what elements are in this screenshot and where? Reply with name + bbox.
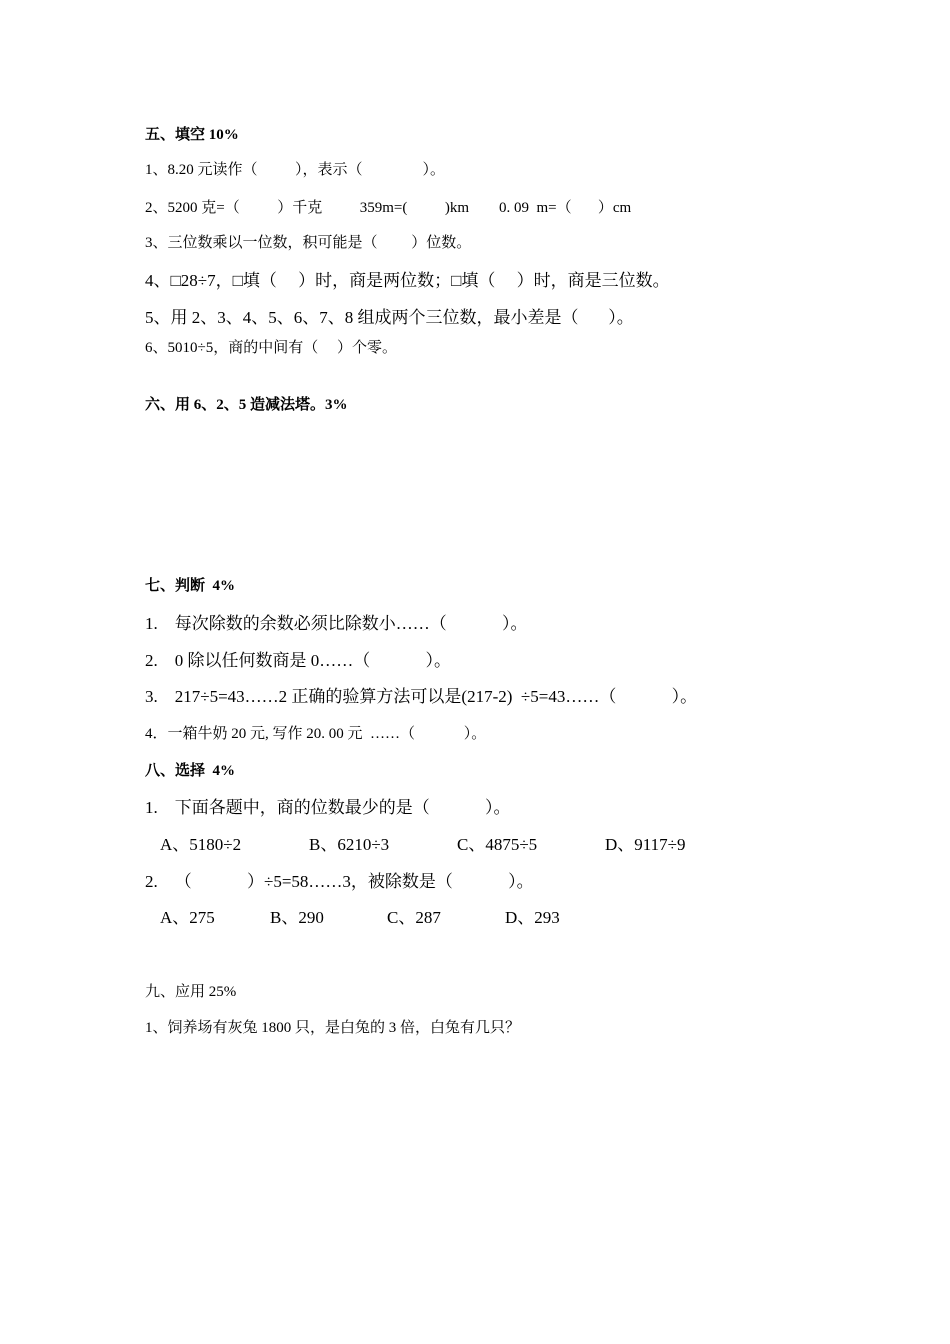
choice-question-2: 2. （ ）÷5=58……3，被除数是（ ）。: [145, 872, 534, 891]
judge-item-1: 1. 每次除数的余数必须比除数小……（ ）。: [145, 614, 528, 633]
fill-blank-5: 5、用 2、3、4、5、6、7、8 组成两个三位数，最小差是（ ）。: [145, 308, 634, 327]
choice-q2-option-c: C、287: [387, 908, 441, 927]
judge-item-3: 3. 217÷5=43……2 正确的验算方法可以是(217-2) ÷5=43……（ ）。: [145, 687, 698, 706]
choice-q2-option-d: D、293: [505, 908, 560, 927]
section-9-title: 九、应用 25%: [145, 984, 237, 1000]
choice-q2-option-a: A、275: [160, 908, 215, 927]
section-6-title: 六、用 6、2、5 造减法塔。3%: [145, 397, 348, 413]
choice-q1-option-b: B、6210÷3: [309, 835, 390, 854]
choice-q1-option-a: A、5180÷2: [160, 835, 242, 854]
fill-blank-6: 6、5010÷5，商的中间有（ ）个零。: [145, 340, 397, 356]
judge-item-4: 4．一箱牛奶 20 元, 写作 20. 00 元 ……（ ）。: [145, 726, 487, 742]
fill-blank-1: 1、8.20 元读作（ ），表示（ ）。: [145, 162, 446, 178]
judge-item-2: 2. 0 除以任何数商是 0……（ ）。: [145, 651, 451, 670]
fill-blank-3: 3、三位数乘以一位数，积可能是（ ）位数。: [145, 235, 472, 251]
fill-blank-2: 2、5200 克=（ ）千克 359m=( )km 0. 09 m=（ ）cm: [145, 200, 632, 216]
application-question-1: 1、饲养场有灰兔 1800 只，是白兔的 3 倍，白兔有几只？: [145, 1020, 521, 1036]
choice-question-1: 1. 下面各题中，商的位数最少的是（ ）。: [145, 798, 511, 817]
section-5-title: 五、填空 10%: [145, 127, 239, 143]
fill-blank-4: 4、□28÷7，□填（ ）时，商是两位数；□填（ ）时，商是三位数。: [145, 271, 670, 290]
section-7-title: 七、判断 4%: [145, 578, 236, 594]
section-8-title: 八、选择 4%: [145, 763, 236, 779]
choice-q1-option-d: D、9117÷9: [605, 835, 686, 854]
choice-q2-option-b: B、290: [270, 908, 324, 927]
choice-q1-option-c: C、4875÷5: [457, 835, 538, 854]
